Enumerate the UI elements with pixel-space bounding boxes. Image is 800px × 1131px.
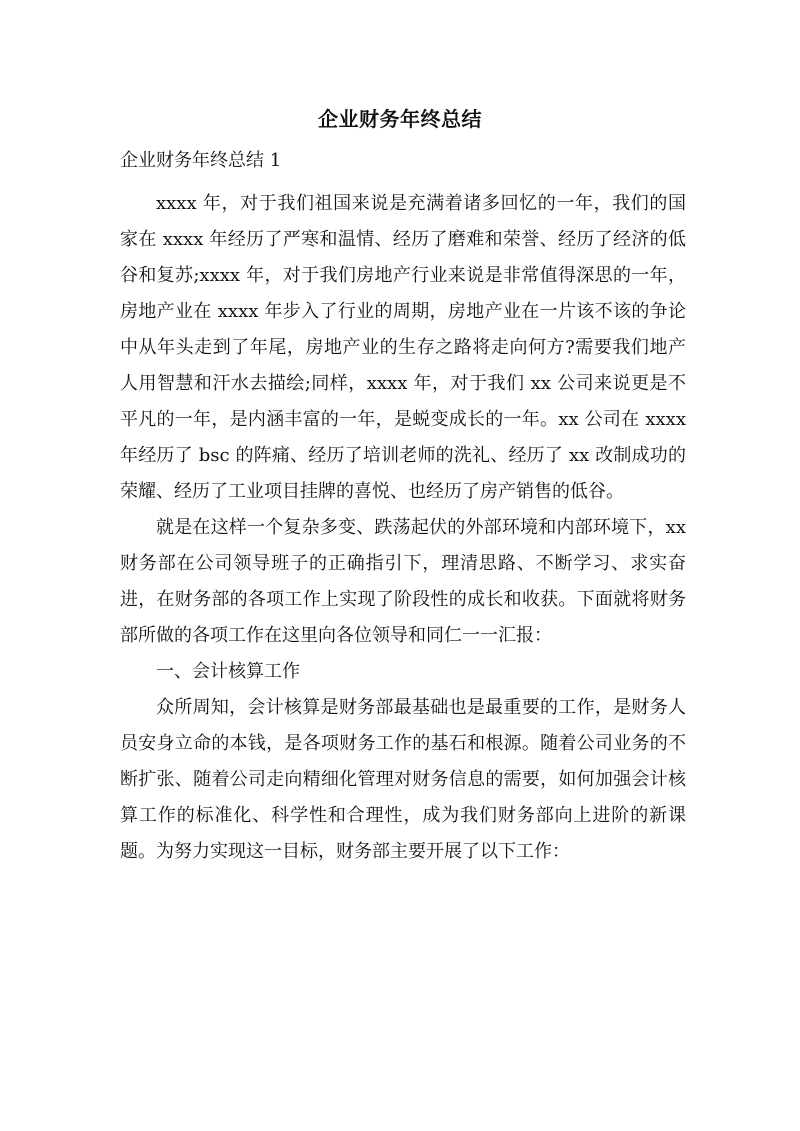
document-subtitle: 企业财务年终总结 1 bbox=[120, 150, 282, 171]
document-title: 企业财务年终总结 bbox=[318, 107, 482, 131]
paragraph-context: 就是在这样一个复杂多变、跌荡起伏的外部环境和内部环境下，xx 财务部在公司领导班子的正确指引下，理清思路、不断学习、求实奋进，在财务部的各项工作上实现了阶段性的成长和收获。下面就将财务部所做的各项工作在这里向各位领导和同仁一一汇报： bbox=[120, 517, 686, 646]
paragraph-intro: xxxx 年，对于我们祖国来说是充满着诸多回忆的一年，我们的国家在 xxxx 年经历了严寒和温情、经历了磨难和荣誉、经历了经济的低谷和复苏;xxxx 年，对于我们房地产行业来说是非常值得深思的一年，房地产业在 xxxx 年步入了行业的周期，房地产业在一片该不该的争论中从年头走到了年尾，房地产业的生存之路将走向何方?需要我们地产人用智慧和汗水去描绘;同样，xxxx 年，对于我们 xx 公司来说更是不平凡的一年，是内涵丰富的一年，是蜕变成长的一年。xx 公司在 xxxx 年经历了 bsc 的阵痛、经历了培训老师的洗礼、经历了 xx 改制成功的荣耀、经历了工业项目挂牌的喜悦、也经历了房产销售的低谷。 bbox=[120, 193, 686, 502]
paragraph-accounting: 众所周知，会计核算是财务部最基础也是最重要的工作，是财务人员安身立命的本钱，是各项财务工作的基石和根源。随着公司业务的不断扩张、随着公司走向精细化管理对财务信息的需要，如何加强会计核算工作的标准化、科学性和合理性，成为我们财务部向上进阶的新课题。为努力实现这一目标，财务部主要开展了以下工作： bbox=[120, 697, 686, 862]
section-heading-accounting: 一、会计核算工作 bbox=[156, 661, 300, 682]
document-body bbox=[120, 186, 686, 870]
